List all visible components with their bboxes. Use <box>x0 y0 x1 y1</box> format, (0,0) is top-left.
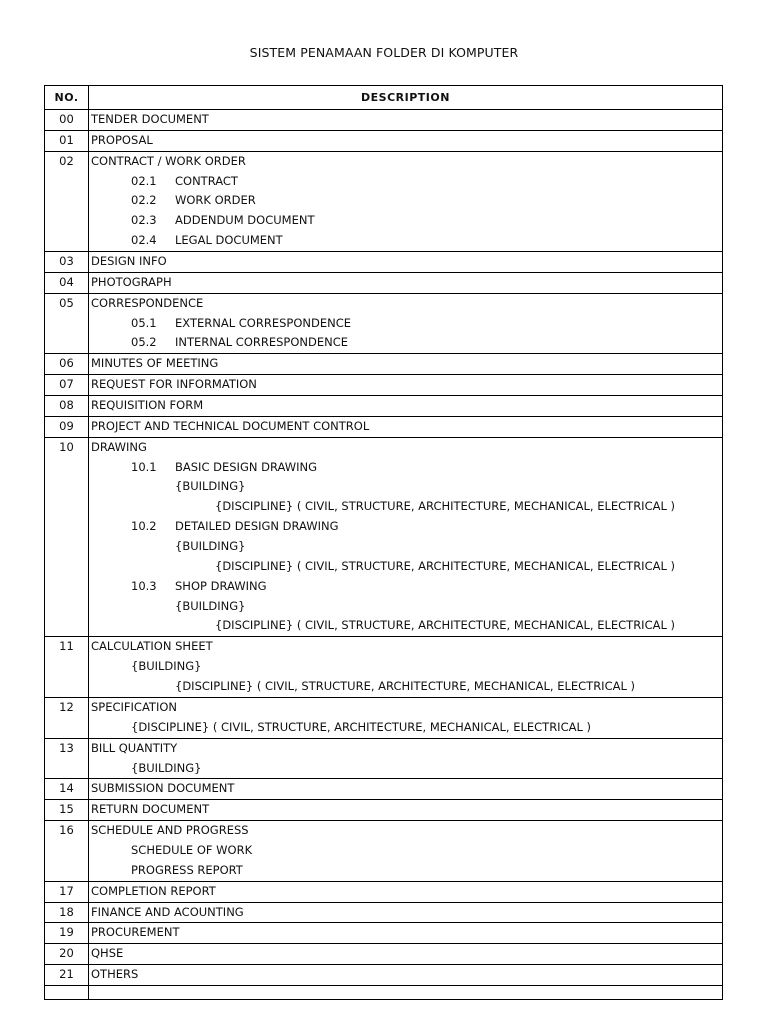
row-number-cell <box>45 902 89 923</box>
table-row <box>45 130 723 151</box>
row-number: 19 <box>59 925 74 940</box>
subfolder-label: BASIC DESIGN DRAWING <box>175 459 318 474</box>
subfolder-line <box>89 458 722 478</box>
row-description-cell <box>89 965 723 986</box>
subfolder-number: 05.2 <box>131 335 157 350</box>
row-description-cell <box>89 944 723 965</box>
table-row <box>45 354 723 375</box>
folder-label: SUBMISSION DOCUMENT <box>91 781 235 796</box>
row-number: 05 <box>59 295 74 310</box>
page-title: SISTEM PENAMAAN FOLDER DI KOMPUTER <box>249 45 519 60</box>
row-number-cell <box>45 130 89 151</box>
row-number-cell <box>45 110 89 131</box>
empty-cell <box>45 985 89 999</box>
subfolder-text: {DISCIPLINE} ( CIVIL, STRUCTURE, ARCHITECTURE, MECHANICAL, ELECTRICAL ) <box>175 679 636 694</box>
subfolder-text: {DISCIPLINE} ( CIVIL, STRUCTURE, ARCHITECTURE, MECHANICAL, ELECTRICAL ) <box>215 499 676 514</box>
row-number: 03 <box>59 254 74 269</box>
row-number-cell <box>45 354 89 375</box>
subfolder-line <box>89 172 722 192</box>
row-number-cell <box>45 965 89 986</box>
folder-label: FINANCE AND ACOUNTING <box>91 904 244 919</box>
folder-label: MINUTES OF MEETING <box>91 356 219 371</box>
subfolder-text: {BUILDING} <box>175 479 246 494</box>
row-number-cell <box>45 923 89 944</box>
row-number-cell <box>45 252 89 273</box>
row-number: 21 <box>59 967 74 982</box>
subfolder-line <box>89 211 722 231</box>
row-number: 17 <box>59 883 74 898</box>
row-number: 12 <box>59 699 74 714</box>
row-number-cell <box>45 272 89 293</box>
subfolder-number: 02.3 <box>131 213 157 228</box>
table-row <box>45 697 723 738</box>
subfolder-text: {DISCIPLINE} ( CIVIL, STRUCTURE, ARCHITECTURE, MECHANICAL, ELECTRICAL ) <box>131 719 592 734</box>
row-number: 11 <box>59 639 74 654</box>
table-row <box>45 821 723 882</box>
subfolder-number: 02.1 <box>131 173 157 188</box>
row-number-cell <box>45 779 89 800</box>
subfolder-text: SCHEDULE OF WORK <box>131 842 253 857</box>
row-description-cell <box>89 923 723 944</box>
empty-row <box>45 985 723 999</box>
folder-label: QHSE <box>91 946 124 961</box>
subfolder-number: 05.1 <box>131 315 157 330</box>
subfolder-number: 02.2 <box>131 193 157 208</box>
row-number: 14 <box>59 781 74 796</box>
row-description-cell <box>89 821 723 882</box>
row-number: 07 <box>59 377 74 392</box>
subfolder-label: ADDENDUM DOCUMENT <box>175 213 315 228</box>
subfolder-label: LEGAL DOCUMENT <box>175 233 283 248</box>
row-number-cell <box>45 416 89 437</box>
subfolder-text: {DISCIPLINE} ( CIVIL, STRUCTURE, ARCHITECTURE, MECHANICAL, ELECTRICAL ) <box>215 618 676 633</box>
row-description-cell <box>89 396 723 417</box>
subfolder-text: {DISCIPLINE} ( CIVIL, STRUCTURE, ARCHITECTURE, MECHANICAL, ELECTRICAL ) <box>215 558 676 573</box>
row-description-cell <box>89 130 723 151</box>
subfolder-line <box>89 517 722 537</box>
subfolder-text: {BUILDING} <box>131 760 202 775</box>
table-row <box>45 293 723 354</box>
row-number-cell <box>45 881 89 902</box>
row-description-cell <box>89 697 723 738</box>
row-number: 00 <box>59 112 74 126</box>
table-row <box>45 396 723 417</box>
folder-label: SPECIFICATION <box>91 699 178 714</box>
table-row <box>45 437 723 637</box>
table-row <box>45 375 723 396</box>
table-row <box>45 800 723 821</box>
row-number: 02 <box>59 153 74 168</box>
folder-label: REQUISITION FORM <box>91 398 204 413</box>
subfolder-label: CONTRACT <box>175 173 238 188</box>
table-row <box>45 902 723 923</box>
table-row <box>45 110 723 131</box>
folder-label: DESIGN INFO <box>91 254 167 269</box>
folder-label: PROCUREMENT <box>91 925 180 940</box>
folder-label: CORRESPONDENCE <box>91 295 204 310</box>
table-row <box>45 252 723 273</box>
row-number: 01 <box>59 132 74 147</box>
row-description-cell <box>89 293 723 354</box>
row-number: 10 <box>59 439 74 454</box>
table-row <box>45 637 723 698</box>
folder-label: CONTRACT / WORK ORDER <box>91 153 246 168</box>
subfolder-text: PROGRESS REPORT <box>131 862 243 877</box>
subfolder-number: 10.2 <box>131 519 157 534</box>
row-number-cell <box>45 437 89 637</box>
table-row <box>45 738 723 779</box>
row-description-cell <box>89 800 723 821</box>
row-number: 20 <box>59 946 74 961</box>
folder-label: PHOTOGRAPH <box>91 274 172 289</box>
subfolder-line <box>89 231 722 251</box>
row-description-cell <box>89 779 723 800</box>
folder-label: CALCULATION SHEET <box>91 639 213 654</box>
row-description-cell <box>89 252 723 273</box>
subfolder-line <box>89 577 722 597</box>
subfolder-label: INTERNAL CORRESPONDENCE <box>175 335 349 350</box>
row-description-cell <box>89 437 723 637</box>
folder-label: RETURN DOCUMENT <box>91 802 210 817</box>
row-number-cell <box>45 697 89 738</box>
table-row <box>45 779 723 800</box>
folder-label: COMPLETION REPORT <box>91 883 216 898</box>
row-number-cell <box>45 396 89 417</box>
subfolder-label: SHOP DRAWING <box>175 578 267 593</box>
row-description-cell <box>89 272 723 293</box>
subfolder-line <box>89 191 722 211</box>
row-description-cell <box>89 637 723 698</box>
subfolder-number: 10.1 <box>131 459 157 474</box>
folder-label: PROPOSAL <box>91 132 153 147</box>
subfolder-number: 10.3 <box>131 578 157 593</box>
subfolder-number: 02.4 <box>131 233 157 248</box>
row-description-cell <box>89 354 723 375</box>
table-row <box>45 272 723 293</box>
table-row <box>45 151 723 251</box>
row-number: 15 <box>59 802 74 817</box>
row-description-cell <box>89 881 723 902</box>
row-description-cell <box>89 738 723 779</box>
row-description-cell <box>89 416 723 437</box>
row-number: 04 <box>59 274 74 289</box>
row-number-cell <box>45 738 89 779</box>
header-no: NO. <box>45 86 89 110</box>
row-number-cell <box>45 375 89 396</box>
subfolder-text: {BUILDING} <box>131 659 202 674</box>
row-number-cell <box>45 821 89 882</box>
row-description-cell <box>89 902 723 923</box>
folder-naming-table <box>44 85 723 1000</box>
table-row <box>45 416 723 437</box>
header-description: DESCRIPTION <box>89 86 723 110</box>
row-number-cell <box>45 944 89 965</box>
table-row <box>45 881 723 902</box>
subfolder-label: WORK ORDER <box>175 193 256 208</box>
row-description-cell <box>89 375 723 396</box>
table-row <box>45 965 723 986</box>
subfolder-line <box>89 314 722 334</box>
row-number: 09 <box>59 418 74 433</box>
table-row <box>45 923 723 944</box>
folder-label: BILL QUANTITY <box>91 740 178 755</box>
table-row <box>45 944 723 965</box>
row-number-cell <box>45 151 89 251</box>
folder-label: SCHEDULE AND PROGRESS <box>91 823 249 838</box>
row-number: 06 <box>59 356 74 371</box>
table-header-row <box>45 86 723 110</box>
subfolder-label: EXTERNAL CORRESPONDENCE <box>175 315 351 330</box>
folder-label: OTHERS <box>91 967 139 982</box>
row-number-cell <box>45 293 89 354</box>
folder-label: REQUEST FOR INFORMATION <box>91 377 257 392</box>
row-number: 08 <box>59 398 74 413</box>
row-description-cell <box>89 151 723 251</box>
folder-label: DRAWING <box>91 439 147 454</box>
subfolder-label: DETAILED DESIGN DRAWING <box>175 519 339 534</box>
row-number-cell <box>45 637 89 698</box>
row-number: 13 <box>59 740 74 755</box>
empty-cell <box>89 985 723 999</box>
row-number: 18 <box>59 904 74 919</box>
row-description-cell <box>89 110 723 131</box>
folder-label: PROJECT AND TECHNICAL DOCUMENT CONTROL <box>91 418 370 433</box>
table-body <box>45 110 723 1000</box>
subfolder-text: {BUILDING} <box>175 598 246 613</box>
row-number: 16 <box>59 823 74 838</box>
subfolder-line <box>89 333 722 353</box>
folder-label: TENDER DOCUMENT <box>91 112 209 126</box>
subfolder-text: {BUILDING} <box>175 539 246 554</box>
row-number-cell <box>45 800 89 821</box>
